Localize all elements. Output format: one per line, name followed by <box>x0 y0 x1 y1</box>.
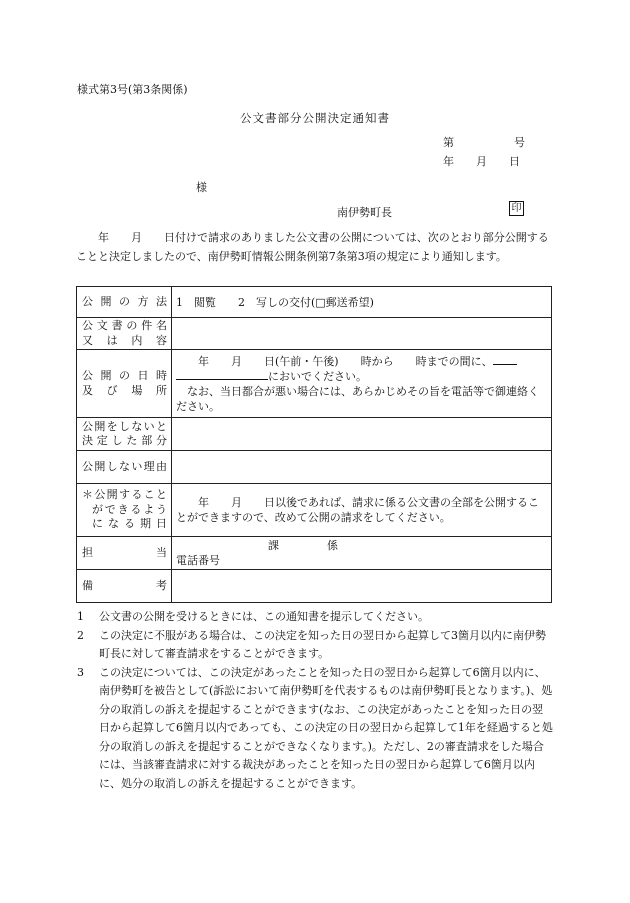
contact-section: 係 <box>327 539 338 552</box>
note-item: 2 この決定に不服がある場合は、この決定を知った日の翌日から起算して3箇月以内に南伊勢町長に対して審査請求をすることができます。 <box>77 628 546 660</box>
form-number: 様式第3号(第3条関係) <box>77 83 188 96</box>
note-item: 3 この決定については、この決定があったことを知った日の翌日から起算して6箇月以内に、南伊勢町を被告として(訴訟において南伊勢町を代表するものは南伊勢町長となります。)、処分の取消しの訴えを提起することができます(なお、この決定があったことを知った日の翌日から起算して6箇月以内であっても、この決定の日の翌日から起算して1年を経過すると処分の取消しの訴えを提起することができなくなります。)。ただし、2の審査請求をした場合には、当該審査請求に対する裁決があったことを知った日の翌日から起算して6箇月以内に、処分の取消しの訴えを提起することができます。 <box>77 665 553 790</box>
contact-phone: 電話番号 <box>176 554 220 567</box>
table-row <box>77 537 552 570</box>
method-label: 公開の方法 <box>77 287 172 318</box>
subject-label: 公文書の件名 又は内容 <box>77 318 172 350</box>
reason-label: 公開しない理由 <box>77 451 172 484</box>
document-title: 公文書部分公開決定通知書 <box>240 111 390 125</box>
reason-value <box>172 451 552 484</box>
issuer-name: 南伊勢町長 <box>337 206 392 219</box>
table-row <box>77 451 552 484</box>
remarks-label: 備考 <box>77 570 172 603</box>
future-date-value: 年 月 日以後であれば、請求に係る公文書の全部を公開することができますので、改めて公開の請求をしてください。 <box>172 484 552 537</box>
table-row <box>77 570 552 603</box>
datetime-label: 公開の日時 及び場所 <box>77 350 172 418</box>
datetime-value: 年 月 日(午前・午後) 時から 時までの間に、 においでください。 なお、当日都合が悪い場合には、あらかじめその旨を電話等で御連絡ください。 <box>172 350 552 418</box>
note-item: 1 公文書の公開を受けるときには、この通知書を提示してください。 <box>77 610 429 623</box>
contact-value <box>172 537 552 570</box>
method-value: 1 閲覧 2 写しの交付(□郵送希望) <box>172 287 552 318</box>
document-number-line <box>443 134 525 150</box>
contact-label: 担当 <box>77 537 172 570</box>
future-date-label: ＊公開すること ができるよう になる期日 <box>77 484 172 537</box>
subject-value <box>172 318 552 350</box>
not-disclosed-part-value <box>172 418 552 451</box>
contact-dept: 課 <box>268 539 279 552</box>
seal-mark: 印 <box>509 201 524 216</box>
table-row <box>77 350 552 418</box>
not-disclosed-part-label: 公開をしないと 決定した部分 <box>77 418 172 451</box>
decision-table <box>76 286 552 603</box>
date-month: 月 <box>476 155 487 168</box>
date-day: 日 <box>509 155 520 168</box>
table-row <box>77 484 552 537</box>
table-row <box>77 418 552 451</box>
remarks-value <box>172 570 552 603</box>
intro-paragraph: 年 月 日付けで請求のありました公文書の公開については、次のとおり部分公開することと決定しましたので、南伊勢町情報公開条例第7条第3項の規定により通知します。 <box>76 231 549 263</box>
table-row <box>77 318 552 350</box>
number-prefix: 第 <box>443 136 454 149</box>
table-row <box>77 287 552 318</box>
addressee-suffix: 様 <box>196 181 207 194</box>
issue-date-line <box>443 153 520 169</box>
number-suffix: 号 <box>514 136 525 149</box>
notes-list <box>77 608 553 793</box>
date-year: 年 <box>443 155 454 168</box>
